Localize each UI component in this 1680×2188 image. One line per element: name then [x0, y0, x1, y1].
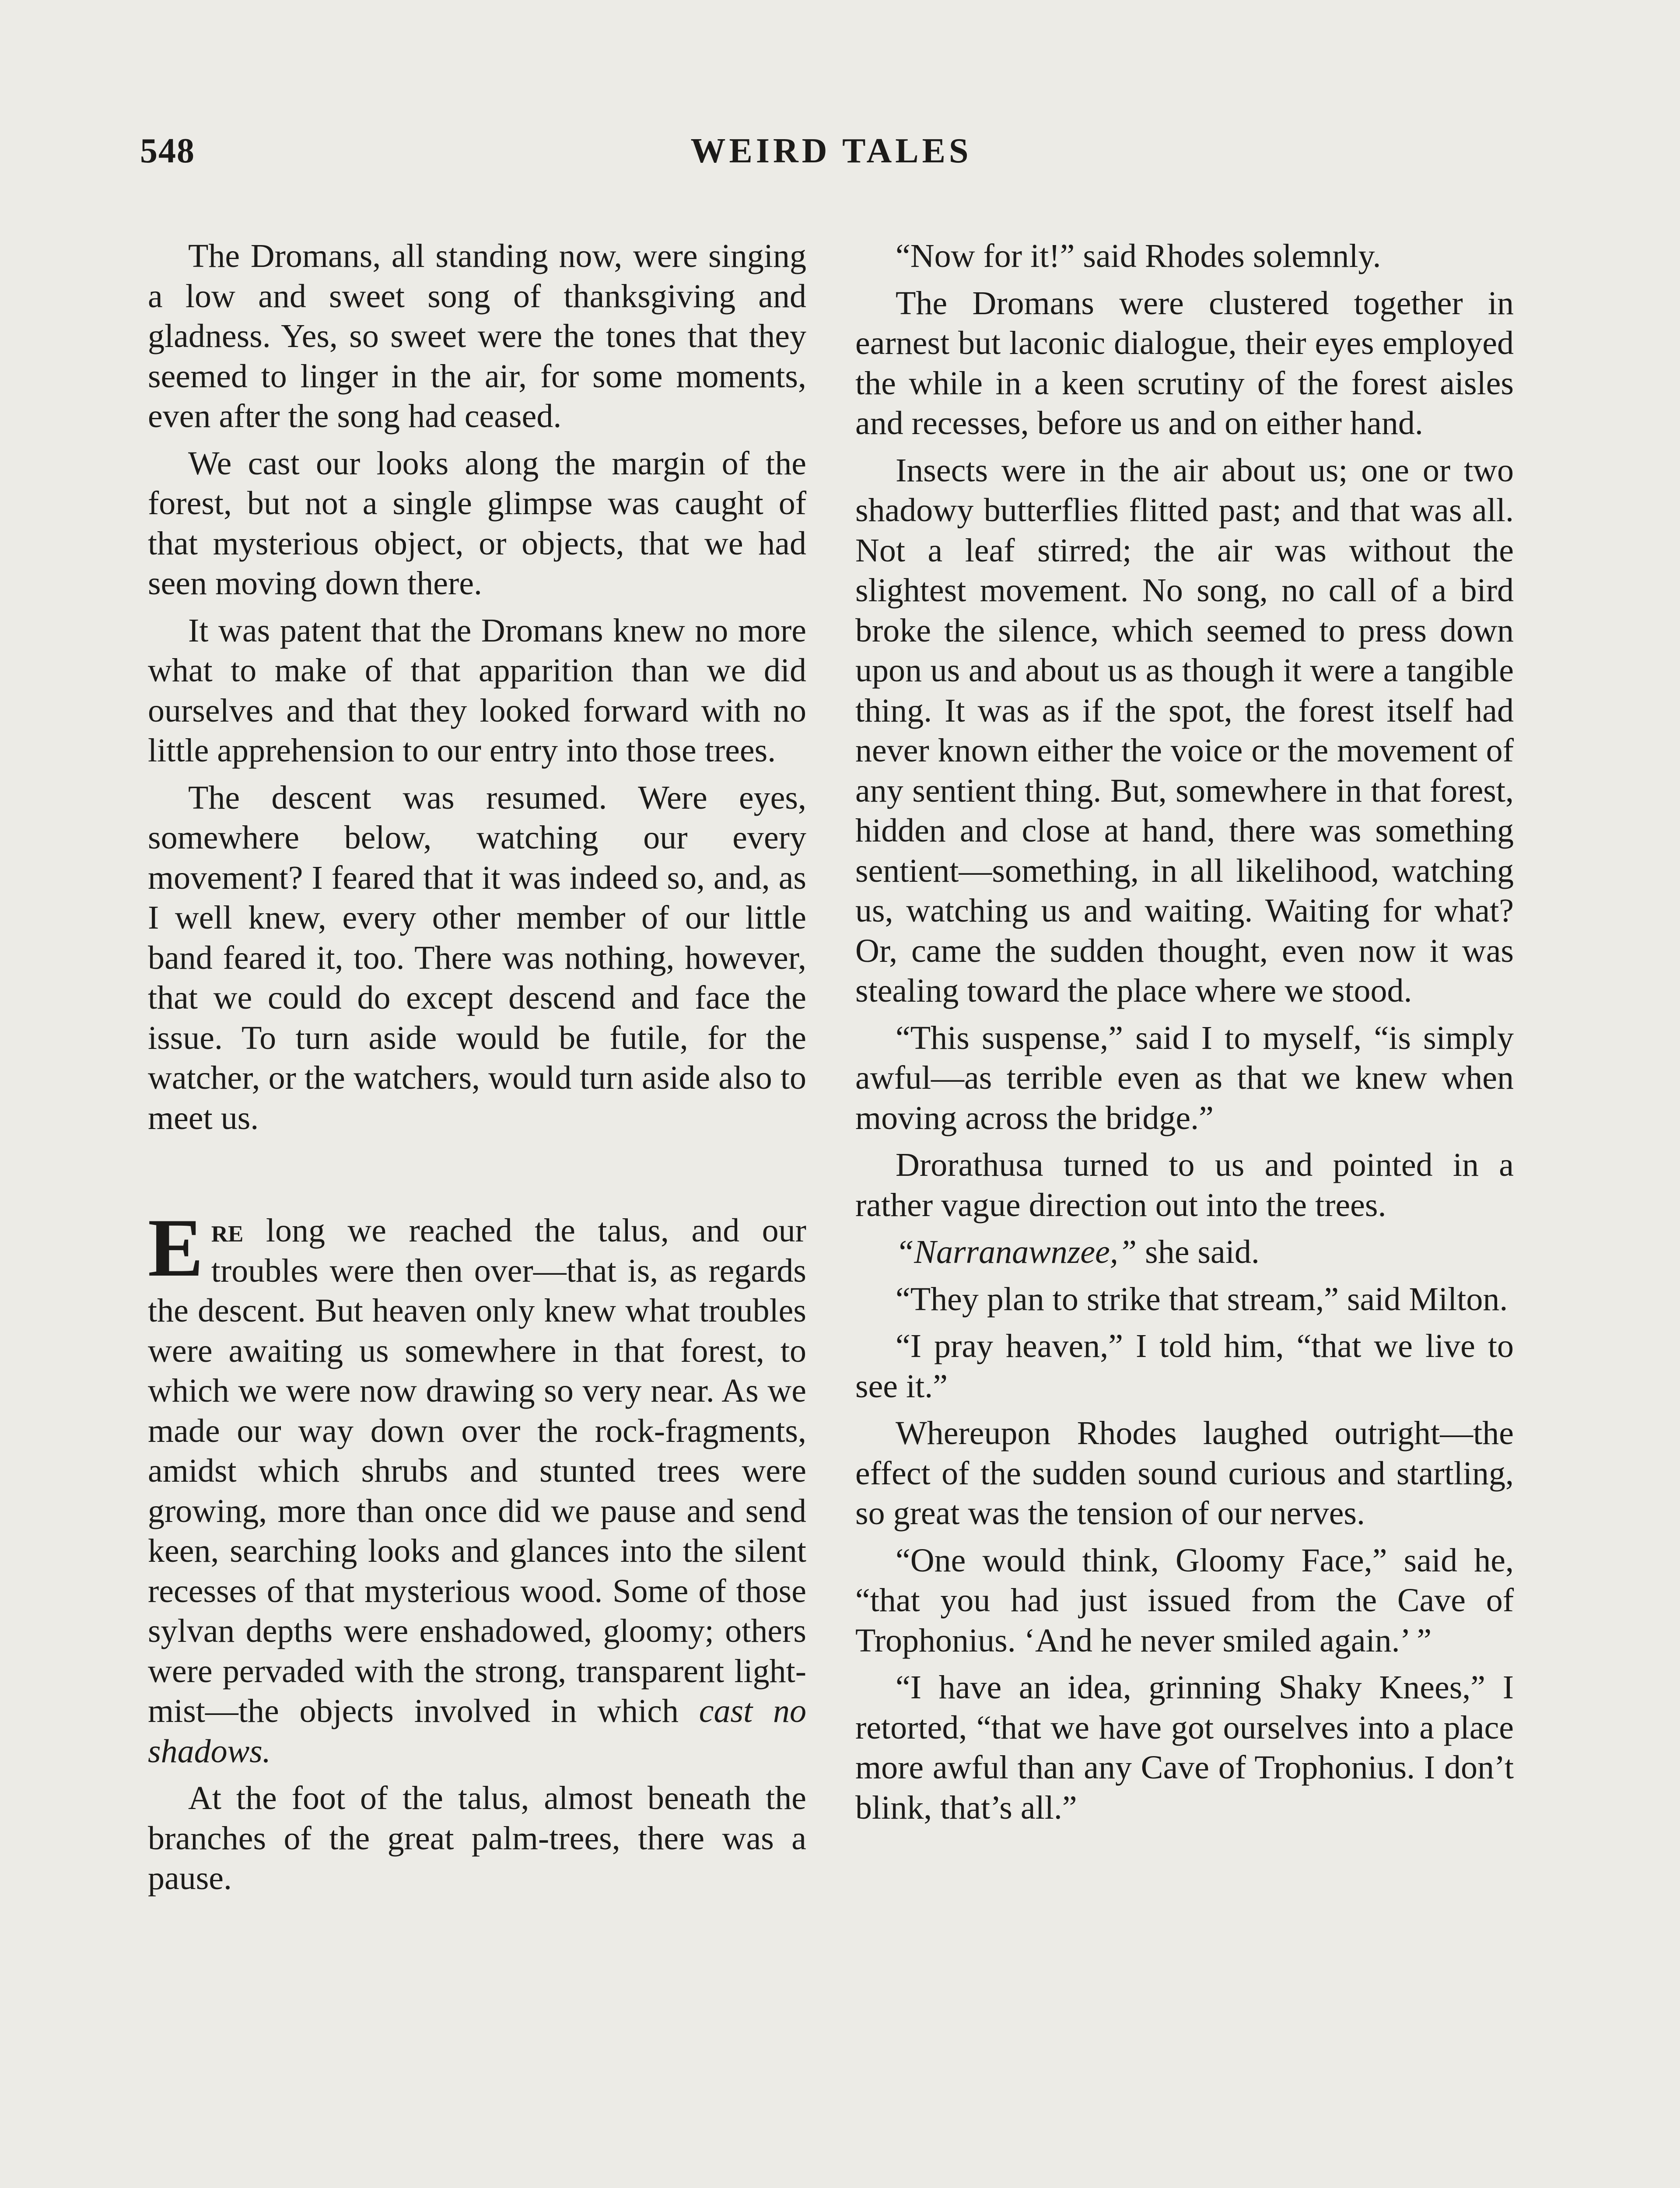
paragraph: The Dromans were clustered together in earnest but laconic dialogue, their eyes employed the while in a keen scrutiny of the forest aisles and recesses, before us and on either hand. — [855, 284, 1514, 442]
small-caps-lead: re — [211, 1212, 244, 1249]
paragraph: “I pray heaven,” I told him, “that we live to see it.” — [855, 1328, 1514, 1405]
paragraph: “This suspense,” said I to myself, “is simply awful—as terrible even as that we knew when moving across the bridge.” — [855, 1019, 1514, 1136]
italic-word: “Narranawnzee,” — [896, 1234, 1137, 1270]
paragraph: We cast our looks along the margin of the forest, but not a single glimpse was caught of that mysterious object, or objects, that we had seen moving down there. — [148, 445, 806, 602]
drop-cap: E — [148, 1202, 203, 1294]
paragraph-text: long we reached the talus, and our troubles were then over—that is, as regards the descent. But heaven only knew what troubles were awaiting us somewhere in that forest, to which we were now drawing so very near. As we made our way down over the rock-fragments, amidst which shrubs and stunted trees were growing, more than once did we pause and send keen, searching looks and glances into the silent recesses of that mysterious wood. Some of those sylvan depths were enshadowed, gloomy; others were pervaded with the strong, transparent light-mist—the objects involved in which — [148, 1212, 806, 1729]
paragraph: The descent was resumed. Were eyes, somewhere below, watching our every movement? I feared that it was indeed so, and, as I well knew, every other member of our little band feared it, too. There was nothing, however, that we could do except descend and face the issue. To turn aside would be futile, for the watcher, or the watchers, would turn aside also to meet us. — [148, 779, 806, 1136]
right-column — [855, 236, 1514, 1835]
paragraph: “I have an idea, grinning Shaky Knees,” I retorted, “that we have got ourselves into a place more awful than any Cave of Trophonius. I don’t blink, that’s all.” — [855, 1669, 1514, 1826]
paragraph: It was patent that the Dromans knew no more what to make of that apparition than we did ourselves and that they looked forward with no little apprehension to our entry into those trees. — [148, 612, 806, 769]
paragraph: Drorathusa turned to us and pointed in a rather vague direction out into the trees. — [855, 1147, 1514, 1224]
running-title: WEIRD TALES — [690, 132, 972, 170]
paragraph: “One would think, Gloomy Face,” said he, “that you had just issued from the Cave of Trophonius. ‘And he never smiled again.’ ” — [855, 1542, 1514, 1659]
paragraph: “Now for it!” said Rhodes solemnly. — [896, 238, 1381, 274]
left-column — [148, 236, 806, 1906]
paragraph: At the foot of the talus, almost beneath the branches of the great palm-trees, there was a pause. — [148, 1780, 806, 1897]
paragraph: Insects were in the air about us; one or two shadowy butterflies flitted past; and that was all. Not a leaf stirred; the air was without the slightest movement. No song, no call of a bird broke the silence, which seemed to press down upon us and about us as though it were a tangible thing. It was as if the spot, the forest itself had never known either the voice or the movement of any sentient thing. But, somewhere in that forest, hidden and close at hand, there was something sentient—something, in all likelihood, watching us, watching us and waiting. Waiting for what? Or, came the sudden thought, even now it was stealing toward the place where we stood. — [855, 452, 1514, 1009]
paragraph-with-dropcap — [148, 1202, 806, 1771]
page-header — [140, 131, 1522, 193]
paragraph: Whereupon Rhodes laughed outright—the effect of the sudden sound curious and startling, so great was the tension of our nerves. — [855, 1415, 1514, 1532]
paragraph: The Dromans, all standing now, were singing a low and sweet song of thanksgiving and gladness. Yes, so sweet were the tones that they seemed to linger in the air, for some moments, even after the song had ceased. — [148, 238, 806, 435]
paragraph — [855, 1232, 1514, 1273]
italic-phrase: cast no shadows. — [148, 1693, 806, 1770]
paragraph-text: she said. — [1137, 1234, 1260, 1270]
paragraph: “They plan to strike that stream,” said Milton. — [896, 1280, 1508, 1318]
section-break — [148, 1145, 806, 1211]
page-number: 548 — [140, 132, 195, 170]
